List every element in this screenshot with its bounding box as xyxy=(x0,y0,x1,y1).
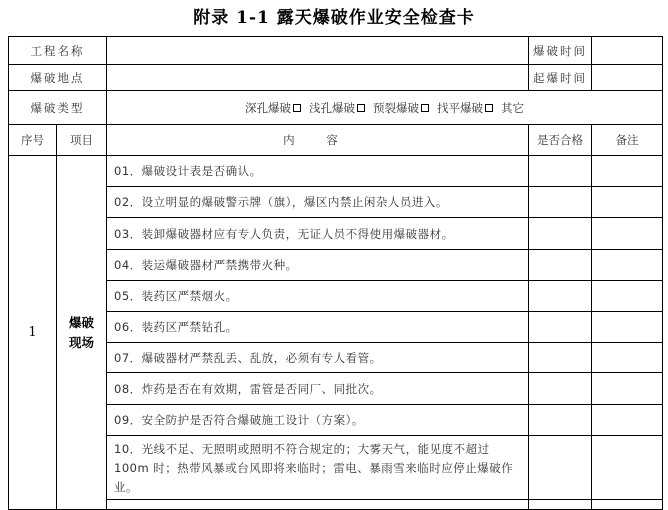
project-name-line1: 爆破 xyxy=(68,314,94,330)
blast-type-leveling: 找平爆破 xyxy=(437,100,483,115)
table-row xyxy=(9,343,663,373)
seq-column-header: 序号 xyxy=(9,125,57,156)
header-row-site xyxy=(9,65,663,91)
next-item-cell xyxy=(107,500,529,510)
table-row xyxy=(9,156,663,187)
page-title: 附录 1-1 露天爆破作业安全检查卡 xyxy=(193,8,475,28)
blast-type-other: 其它 xyxy=(501,100,524,115)
pass-cell[interactable] xyxy=(529,405,592,436)
table-row xyxy=(9,281,663,312)
pass-cell[interactable] xyxy=(529,250,592,281)
shallow-hole-checkbox[interactable] xyxy=(357,104,365,112)
check-item: 07．爆破器材严禁乱丢、乱放，必须有专人看管。 xyxy=(107,343,529,373)
remark-cell[interactable] xyxy=(592,405,663,436)
pass-cell[interactable] xyxy=(529,281,592,312)
blast-type-deep-hole: 深孔爆破 xyxy=(245,100,291,115)
project-name-label: 工程名称 xyxy=(9,37,107,65)
remark-cell[interactable] xyxy=(592,312,663,343)
check-item: 06．装药区严禁钻孔。 xyxy=(107,312,529,343)
check-item: 01．爆破设计表是否确认。 xyxy=(107,156,529,187)
header-row-project xyxy=(9,37,663,65)
table-row xyxy=(9,187,663,218)
project-column-header: 项目 xyxy=(57,125,107,156)
remark-cell[interactable] xyxy=(592,436,663,500)
remark-cell[interactable] xyxy=(592,373,663,405)
table-row xyxy=(9,500,663,510)
pass-cell[interactable] xyxy=(529,436,592,500)
project-name-field[interactable] xyxy=(107,37,529,65)
table-row xyxy=(9,405,663,436)
check-item: 05．装药区严禁烟火。 xyxy=(107,281,529,312)
remark-cell[interactable] xyxy=(592,250,663,281)
start-time-field[interactable] xyxy=(592,65,663,91)
group-project-name xyxy=(57,156,107,510)
column-header-row xyxy=(9,125,663,156)
presplit-checkbox[interactable] xyxy=(421,104,429,112)
check-item: 08．炸药是否在有效期，雷管是否同厂、同批次。 xyxy=(107,373,529,405)
blast-time-label: 爆破时间 xyxy=(529,37,592,65)
check-item: 09．安全防护是否符合爆破施工设计（方案）。 xyxy=(107,405,529,436)
header-row-type xyxy=(9,91,663,125)
remark-cell[interactable] xyxy=(592,218,663,250)
check-item: 04．装运爆破器材严禁携带火种。 xyxy=(107,250,529,281)
blast-type-options xyxy=(107,91,663,125)
pass-cell[interactable] xyxy=(529,373,592,405)
remark-column-header: 备注 xyxy=(592,125,663,156)
leveling-checkbox[interactable] xyxy=(485,104,493,112)
blast-time-field[interactable] xyxy=(592,37,663,65)
check-item: 02．设立明显的爆破警示牌（旗），爆区内禁止闲杂人员进入。 xyxy=(107,187,529,218)
table-row xyxy=(9,250,663,281)
blast-site-label: 爆破地点 xyxy=(9,65,107,91)
remark-cell[interactable] xyxy=(592,343,663,373)
check-item: 10．光线不足、无照明或照明不符合规定的；大雾天气，能见度不超过 100m 时；热带风暴或台风即将来临时；雷电、暴雨雪来临时应停止爆破作业。 xyxy=(107,436,529,500)
pass-cell[interactable] xyxy=(529,156,592,187)
pass-column-header: 是否合格 xyxy=(529,125,592,156)
remark-cell[interactable] xyxy=(592,500,663,510)
table-row xyxy=(9,373,663,405)
remark-cell[interactable] xyxy=(592,156,663,187)
check-item: 03．装卸爆破器材应有专人负责，无证人员不得使用爆破器材。 xyxy=(107,218,529,250)
blast-site-field[interactable] xyxy=(107,65,529,91)
pass-cell[interactable] xyxy=(529,187,592,218)
blast-type-label: 爆破类型 xyxy=(9,91,107,125)
project-name-line2: 现场 xyxy=(68,334,94,350)
deep-hole-checkbox[interactable] xyxy=(293,104,301,112)
pass-cell[interactable] xyxy=(529,500,592,510)
blast-type-presplit: 预裂爆破 xyxy=(373,100,419,115)
blast-type-shallow-hole: 浅孔爆破 xyxy=(309,100,355,115)
group-seq-number: 1 xyxy=(9,156,57,510)
pass-cell[interactable] xyxy=(529,218,592,250)
pass-cell[interactable] xyxy=(529,343,592,373)
safety-checklist-table xyxy=(8,36,663,510)
table-row xyxy=(9,436,663,500)
pass-cell[interactable] xyxy=(529,312,592,343)
table-row xyxy=(9,312,663,343)
remark-cell[interactable] xyxy=(592,187,663,218)
table-row xyxy=(9,218,663,250)
remark-cell[interactable] xyxy=(592,281,663,312)
content-column-header: 内 容 xyxy=(107,125,529,156)
start-time-label: 起爆时间 xyxy=(529,65,592,91)
